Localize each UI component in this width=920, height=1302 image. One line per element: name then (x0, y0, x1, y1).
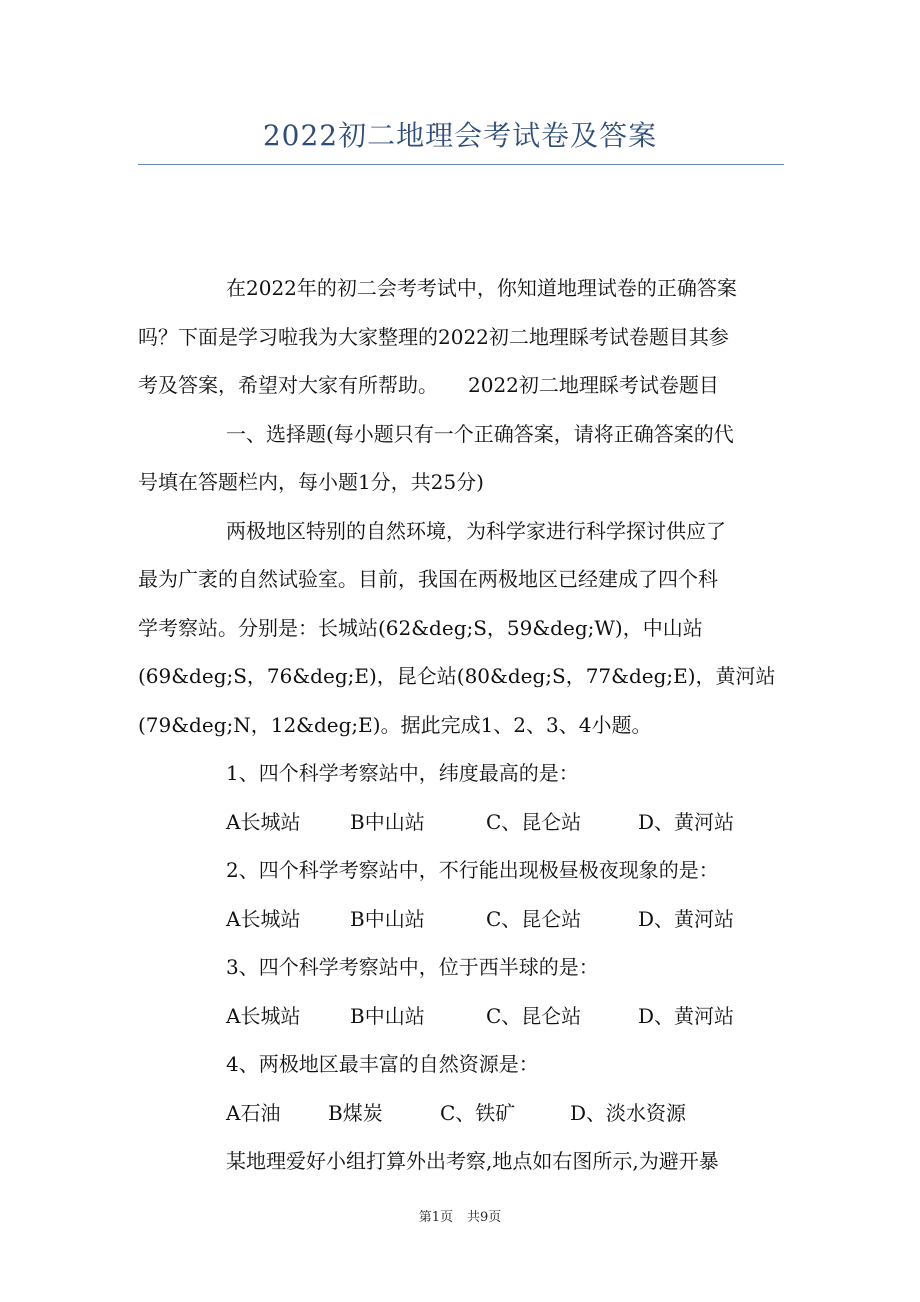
question-2: 2、四个科学考察站中，不行能出现极昼极夜现象的是： (226, 858, 719, 882)
question-3: 3、四个科学考察站中，位于西半球的是： (226, 955, 599, 979)
option-a: A石油 (226, 1100, 281, 1125)
title-underline (138, 164, 784, 165)
option-c: C、昆仑站 (486, 906, 582, 931)
option-d: D、黄河站 (638, 809, 735, 834)
paragraph-next-line: 某地理爱好小组打算外出考察,地点如右图所示,为避开暴 (226, 1149, 719, 1173)
section-heading-line: 号填在答题栏内，每小题1分，共25分) (138, 470, 484, 494)
option-b: B中山站 (350, 906, 425, 931)
option-d: D、黄河站 (638, 1003, 735, 1028)
option-a: A长城站 (226, 906, 301, 931)
question-4: 4、两极地区最丰富的自然资源是： (226, 1052, 539, 1076)
option-b: B中山站 (350, 1003, 425, 1028)
page-total: 共9页 (467, 1210, 502, 1225)
option-a: A长城站 (226, 1003, 301, 1028)
context-paragraph-line: (69&deg;S，76&deg;E)，昆仑站(80&deg;S，77&deg;E)，黄河站 (138, 664, 776, 688)
question-3-options (138, 992, 784, 1041)
option-d: D、淡水资源 (570, 1100, 687, 1125)
page-number: 第1页 (418, 1210, 453, 1225)
question-1-options (138, 798, 784, 847)
section-heading-line: 一、选择题(每小题只有一个正确答案，请将正确答案的代 (226, 421, 734, 446)
context-paragraph-line: 学考察站。分别是：长城站(62&deg;S，59&deg;W)，中山站 (138, 615, 703, 640)
option-c: C、昆仑站 (486, 1003, 582, 1028)
option-d: D、黄河站 (638, 906, 735, 931)
paragraph-intro-line: 吗？下面是学习啦我为大家整理的2022初二地理睬考试卷题目其参 (138, 324, 729, 349)
context-paragraph-line: 两极地区特别的自然环境，为科学家进行科学探讨供应了 (226, 518, 726, 543)
option-b: B中山站 (350, 809, 425, 834)
option-c: C、昆仑站 (486, 809, 582, 834)
page-footer (0, 1206, 920, 1225)
paragraph-intro-line: 在2022年的初二会考考试中，你知道地理试卷的正确答案 (226, 276, 737, 300)
question-2-options (138, 895, 784, 944)
option-b: B煤炭 (328, 1100, 383, 1125)
document-body (138, 264, 784, 1186)
option-c: C、铁矿 (440, 1100, 516, 1125)
option-a: A长城站 (226, 809, 301, 834)
question-1: 1、四个科学考察站中，纬度最高的是： (226, 761, 579, 785)
paragraph-intro-line: 考及答案，希望对大家有所帮助。 2022初二地理睬考试卷题目 (138, 373, 719, 397)
context-paragraph-line: (79&deg;N，12&deg;E)。据此完成1、2、3、4小题。 (138, 712, 652, 737)
context-paragraph-line: 最为广袤的自然试验室。目前，我国在两极地区已经建成了四个科 (138, 567, 718, 591)
document-title: 2022初二地理会考试卷及答案 (262, 119, 658, 152)
question-4-options (138, 1089, 784, 1138)
